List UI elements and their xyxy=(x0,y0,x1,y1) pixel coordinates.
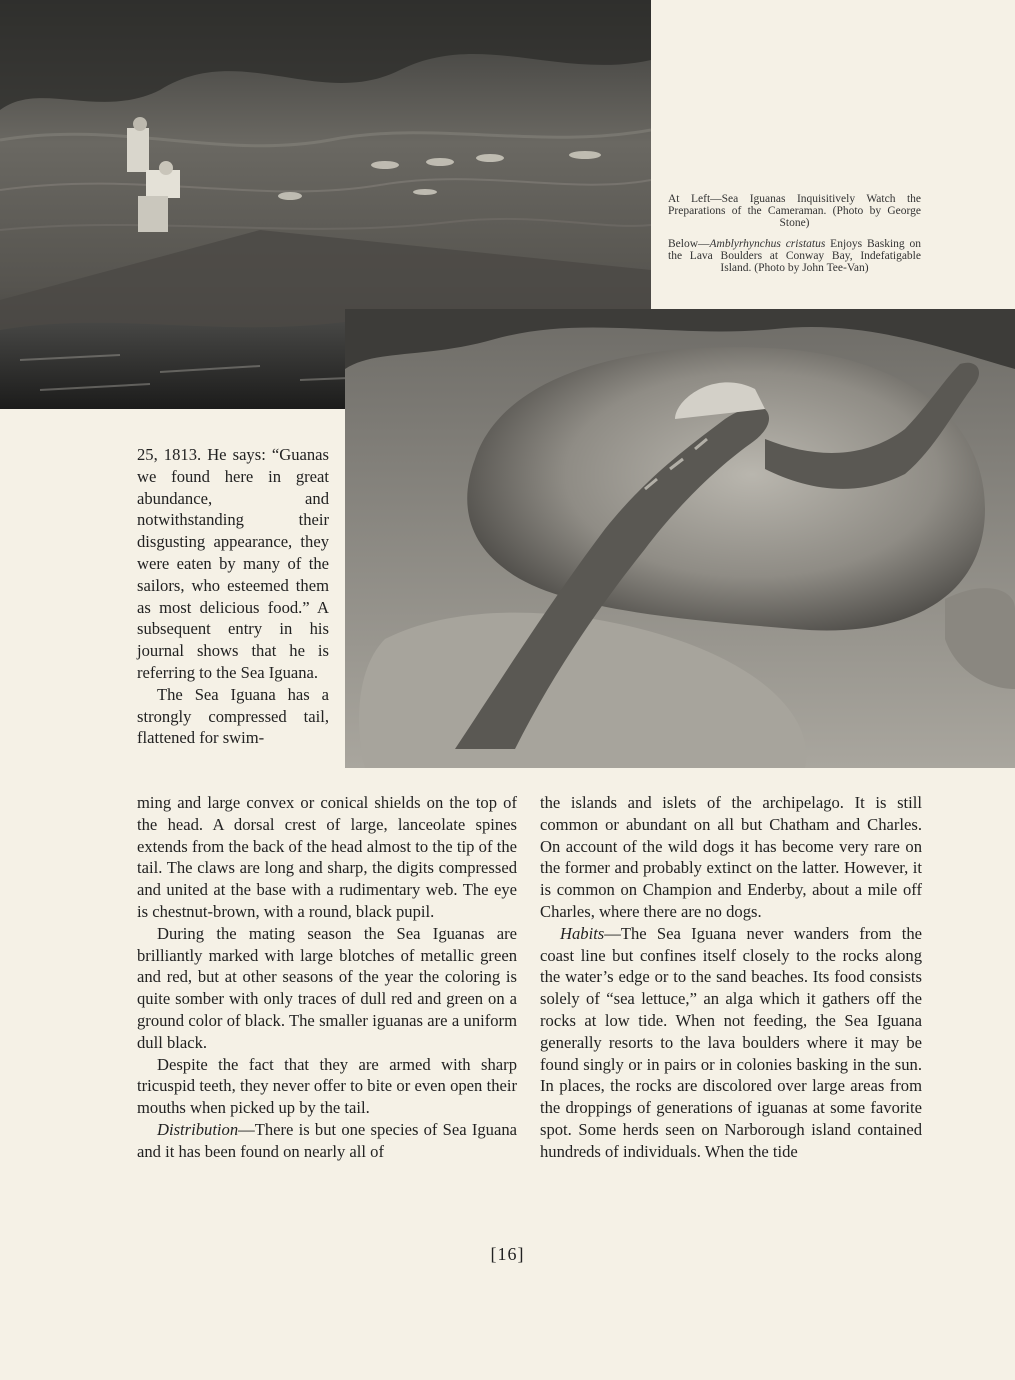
photo-iguanas-boulder xyxy=(345,309,1015,768)
page-number: [16] xyxy=(490,1244,525,1264)
paragraph-habits xyxy=(540,923,922,1163)
caption-below xyxy=(668,238,921,274)
paragraph-teeth: Despite the fact that they are armed with sharp tricuspid teeth, they never offer to bite or even open their mouths when picked up by the tail. xyxy=(137,1054,517,1118)
paragraph-mating-season: During the mating season the Sea Iguanas are brilliantly marked with large blotches of metallic green and red, but at other seasons of the year the coloring is quite somber with only traces of dull red and green on a ground color of black. The smaller iguanas are a uniform dull black. xyxy=(137,923,517,1052)
paragraph-description-cont: ming and large convex or conical shields on the top of the head. A dorsal crest of large, lanceolate spines extends from the back of the head almost to the tip of the tail. The claws are long and sharp, the digits compressed and united at the base with a rudimentary web. The eye is chestnut-brown, with a round, black pupil. xyxy=(137,793,517,921)
article-narrow-column xyxy=(137,444,329,749)
heading-distribution: Distribution xyxy=(157,1119,239,1139)
paragraph-distribution xyxy=(137,1119,517,1163)
paragraph-distribution-cont: the islands and islets of the archipelago. It is still common or abundant on all but Chatham and Charles. On account of the wild dogs it has become very rare on the former and probably extinct on the latter. However, it is common on Champion and Enderby, about a mile off Charles, where there are no dogs. xyxy=(540,793,922,921)
distribution-text: —There is but one species of Sea Iguana and it has been found on nearly all of xyxy=(137,1119,517,1161)
caption-below-prefix: Below— xyxy=(668,238,710,250)
paragraph-description-start: The Sea Iguana has a strongly compressed tail, flattened for swim- xyxy=(137,684,329,748)
paragraph-quote: 25, 1813. He says: “Guanas we found here in great abundance, and notwithstanding their disgusting appearance, they were eaten by many of the sailors, who esteemed them as most delicious food.” A subsequent entry in his journal shows that he is referring to the Sea Iguana. xyxy=(137,445,329,682)
photo-captions xyxy=(668,193,921,283)
article-left-column xyxy=(137,792,517,1163)
photo-iguanas-image xyxy=(345,309,1015,768)
habits-text: —The Sea Iguana never wanders from the coast line but confines itself closely to the rocks along the water’s edge or to the sand beaches. Its food consists solely of “sea lettuce,” an alga which it gathers off the rocks at low tide. When not feeding, the Sea Iguana generally resorts to the lava boulders where it may be found singly or in pairs or in colonies basking in the sun. In places, the rocks are discolored over large areas from the droppings of generations of iguanas at some favorite spot. Some herds seen on Narborough island contained hundreds of individuals. When the tide xyxy=(540,923,922,1161)
caption-species-name: Amblyrhynchus cristatus xyxy=(709,238,826,250)
article-right-column xyxy=(540,792,922,1163)
caption-left: At Left—Sea Iguanas Inquisitively Watch the Preparations of the Cameraman. (Photo by George Stone) xyxy=(668,193,921,229)
caption-below-text: Enjoys Basking on the Lava Boulders at Conway Bay, Indefatigable Island. (Photo by John Tee-Van) xyxy=(668,238,921,274)
heading-habits: Habits xyxy=(560,923,605,943)
